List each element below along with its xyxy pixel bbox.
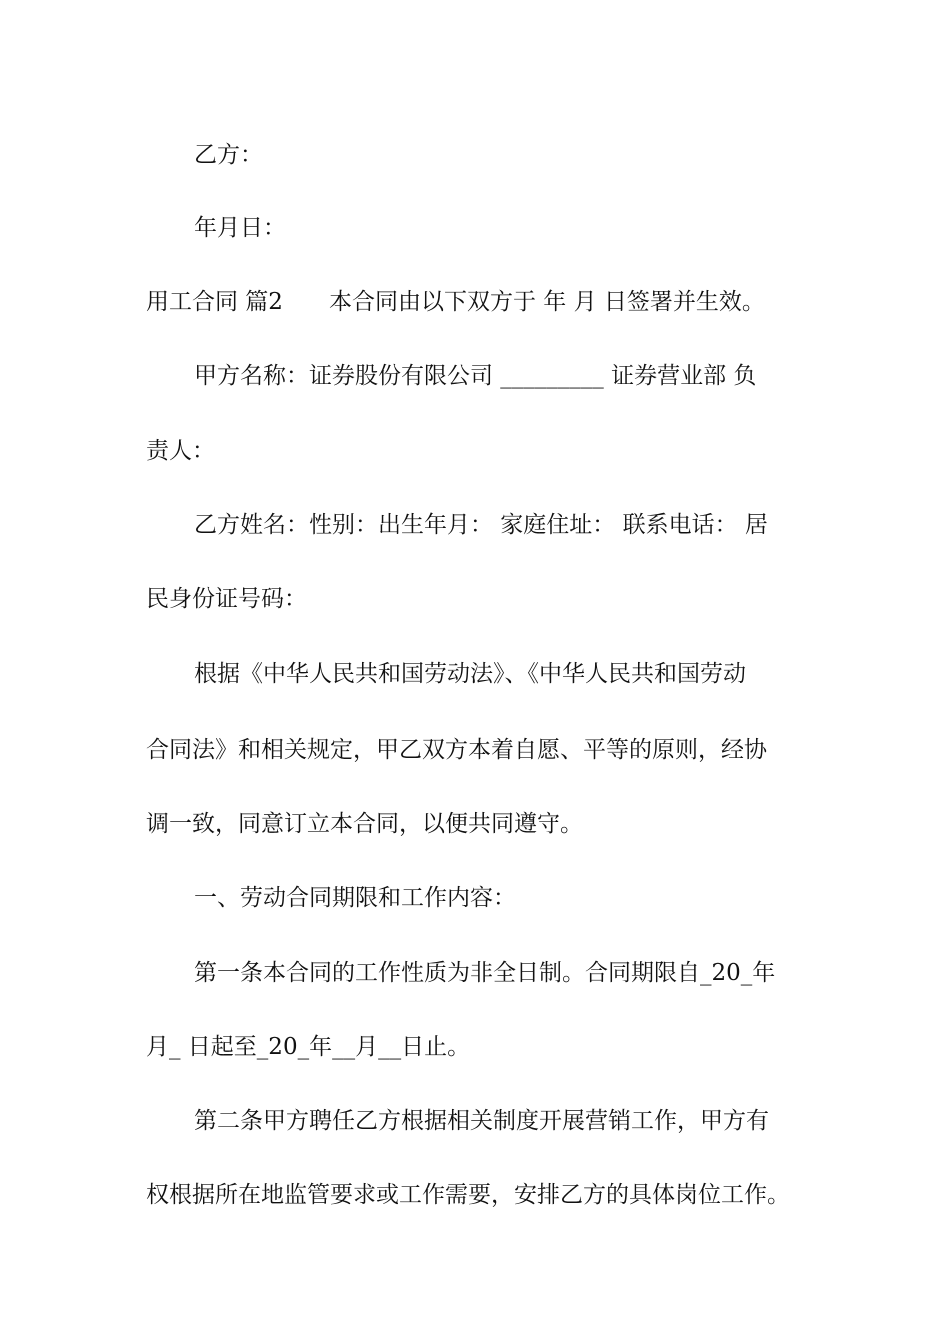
paragraph-law-line-2: 合同法》和相关规定，甲乙双方本着自愿、平等的原则，经协	[146, 737, 767, 763]
contract-heading-line: 用工合同 篇2 本合同由以下双方于 年 月 日签署并生效。	[146, 289, 765, 315]
party-a-name-line: 甲方名称：证券股份有限公司 _________ 证券营业部 负	[194, 363, 757, 389]
article-two-line-2: 权根据所在地监管要求或工作需要，安排乙方的具体岗位工作。	[146, 1182, 790, 1208]
paragraph-law-line-1: 根据《中华人民共和国劳动法》、《中华人民共和国劳动	[194, 661, 746, 687]
section-heading: 一、劳动合同期限和工作内容：	[194, 885, 516, 911]
article-one-line-2: 月_ 日起至_20_年__月__日止。	[146, 1034, 471, 1060]
article-one-line-1: 第一条本合同的工作性质为非全日制。合同期限自_20_年	[194, 960, 776, 986]
date-label: 年月日：	[194, 215, 286, 241]
id-number-line: 民身份证号码：	[146, 586, 307, 612]
article-two-line-1: 第二条甲方聘任乙方根据相关制度开展营销工作，甲方有	[194, 1108, 769, 1134]
party-b-info-line: 乙方姓名：性别：出生年月： 家庭住址： 联系电话： 居	[194, 512, 768, 538]
party-a-responsible-line: 责人：	[146, 438, 215, 464]
party-b-label: 乙方：	[194, 142, 263, 168]
paragraph-law-line-3: 调一致，同意订立本合同，以便共同遵守。	[146, 811, 583, 837]
